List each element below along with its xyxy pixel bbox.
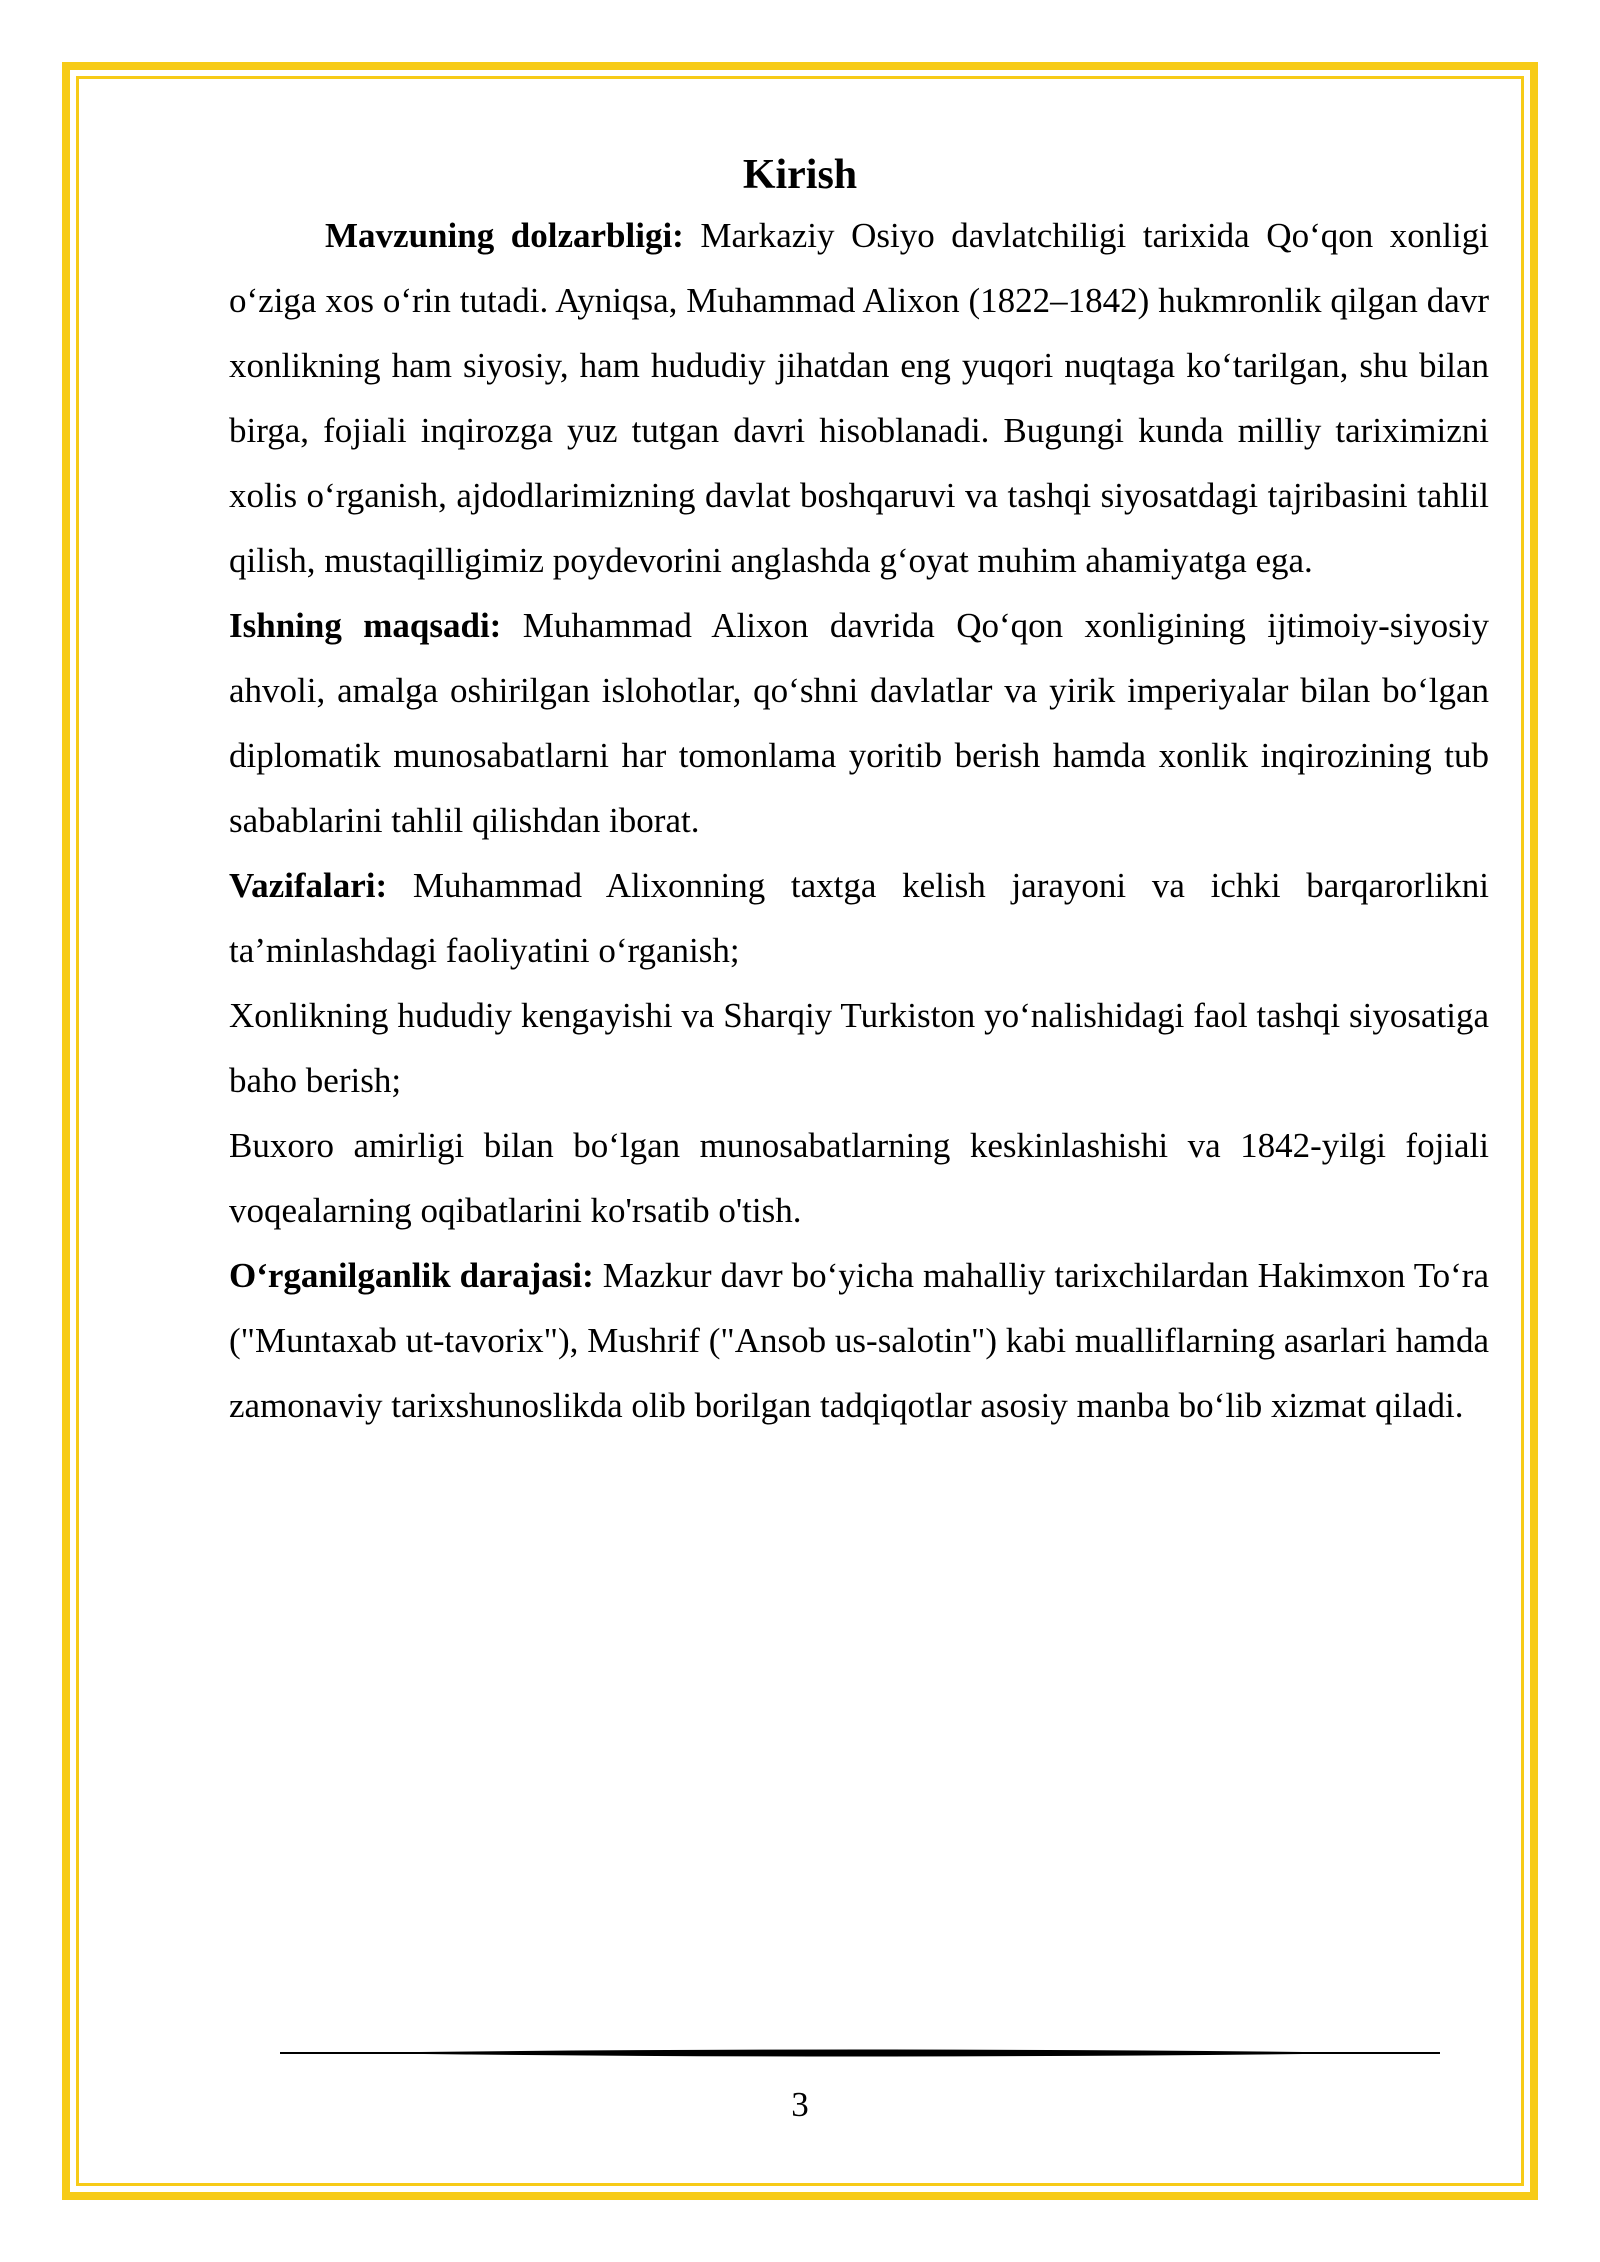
paragraph-lead: Vazifalari: — [229, 866, 388, 905]
paragraph-literature — [229, 1243, 1489, 1438]
paragraph-lead: O‘rganilganlik darajasi: — [229, 1256, 594, 1295]
document-body — [229, 203, 1489, 1438]
paragraph-text: Markaziy Osiyo davlatchiligi tarixida Qo‘qon xonligi o‘ziga xos o‘rin tutadi. Ayniqsa, Muhammad Alixon (1822–1842) hukmronlik qilgan davr xonlikning ham siyosiy, ham hududiy jihatdan eng yuqori nuqtaga ko‘tarilgan, shu bilan birga, fojiali inqirozga yuz tutgan davri hisoblanadi. Bugungi kunda milliy tariximizni xolis o‘rganish, ajdodlarimizning davlat boshqaruvi va tashqi siyosatdagi tajribasini tahlil qilish, mustaqilligimiz poydevorini anglashda g‘oyat muhim ahamiyatga ega. — [229, 216, 1489, 580]
paragraph-text: Muhammad Alixonning taxtga kelish jarayoni va ichki barqarorlikni ta’minlashdagi faoliyatini o‘rganish; — [229, 866, 1489, 970]
paragraph-goal — [229, 593, 1489, 853]
paragraph-task-2 — [229, 983, 1489, 1113]
paragraph-tasks — [229, 853, 1489, 983]
page-number: 3 — [791, 2085, 809, 2124]
paragraph-lead: Mavzuning dolzarbligi: — [325, 216, 684, 255]
paragraph-task-3 — [229, 1113, 1489, 1243]
paragraph-lead: Ishning maqsadi: — [229, 606, 502, 645]
paragraph-relevance — [229, 203, 1489, 593]
page-title: Kirish — [742, 152, 858, 198]
paragraph-text: Xonlikning hududiy kengayishi va Sharqiy Turkiston yo‘nalishidagi faol tashqi siyosatiga baho berish; — [229, 996, 1489, 1100]
footer-divider — [280, 2045, 1440, 2061]
paragraph-text: Muhammad Alixon davrida Qo‘qon xonligining ijtimoiy-siyosiy ahvoli, amalga oshirilgan islohotlar, qo‘shni davlatlar va yirik imperiyalar bilan bo‘lgan diplomatik munosabatlarni har tomonlama yoritib berish hamda xonlik inqirozining tub sabablarini tahlil qilishdan iborat. — [229, 606, 1489, 840]
paragraph-text: Mazkur davr bo‘yicha mahalliy tarixchilardan Hakimxon To‘ra ("Muntaxab ut-tavorix"), Mushrif ("Ansob us-salotin") kabi mualliflarning asarlari hamda zamonaviy tarixshunoslikda olib borilgan tadqiqotlar asosiy manba bo‘lib xizmat qiladi. — [229, 1256, 1489, 1425]
paragraph-text: Buxoro amirligi bilan bo‘lgan munosabatlarning keskinlashishi va 1842-yilgi fojiali voqealarning oqibatlarini ko'rsatib o'tish. — [229, 1126, 1489, 1230]
